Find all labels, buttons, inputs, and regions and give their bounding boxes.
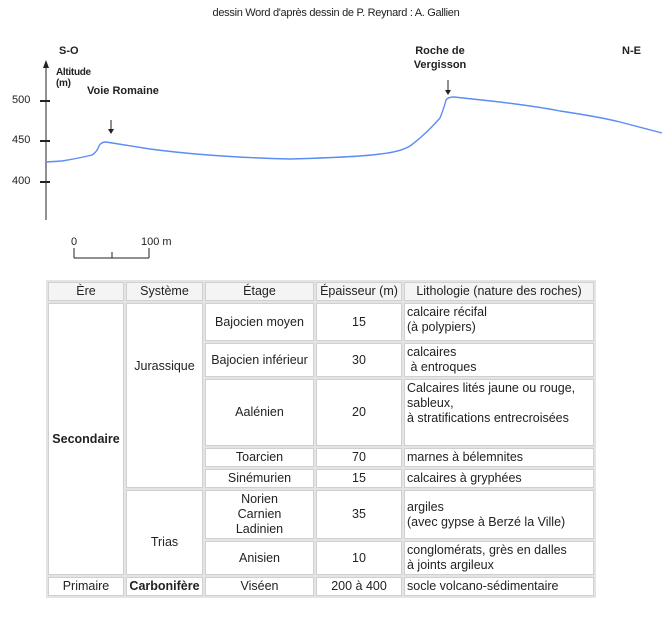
header-etage: Étage [205,282,314,301]
epaisseur: 15 [316,469,402,488]
terrain-line [46,97,662,162]
epaisseur: 20 [316,379,402,446]
stratigraphy-table [46,280,596,598]
epaisseur: 70 [316,448,402,467]
header-lithologie: Lithologie (nature des roches) [404,282,594,301]
lithologie: marnes à bélemnites [404,448,594,467]
landmark-voie-romaine: Voie Romaine [87,85,159,97]
direction-east: N-E [622,45,641,57]
table-header-row [48,282,594,301]
era-secondaire: Secondaire [48,303,124,575]
etage: Toarcien [205,448,314,467]
epaisseur: 35 [316,490,402,539]
lithologie: calcaires à gryphées [404,469,594,488]
landmark-roche-de-vergisson: Roche de Vergisson [413,45,467,71]
lithologie: argiles (avec gypse à Berzé la Ville) [404,490,594,539]
scale-start: 0 [71,236,78,248]
epaisseur: 200 à 400 [316,577,402,596]
etage: Sinémurien [205,469,314,488]
tick-label: 450 [12,134,31,146]
etage: Bajocien inférieur [205,343,314,377]
direction-west: S-O [59,45,79,57]
header-ere: Ère [48,282,124,301]
system-trias: Trias [126,490,203,575]
header-epaisseur: Épaisseur (m) [316,282,402,301]
lithologie: calcaire récifal (à polypiers) [404,303,594,341]
table-row [48,490,594,539]
etage: Aalénien [205,379,314,446]
lithologie: conglomérats, grès en dalles à joints argileux [404,541,594,575]
y-axis-arrow-icon [43,60,49,68]
table-row [48,303,594,341]
etage: Bajocien moyen [205,303,314,341]
altitude-profile [0,0,672,280]
system-jurassique: Jurassique [126,303,203,488]
lithologie: socle volcano-sédimentaire [404,577,594,596]
scale-end: 100 m [141,236,172,248]
epaisseur: 30 [316,343,402,377]
lithologie: calcaires à entroques [404,343,594,377]
tick-label: 500 [12,94,31,106]
etage: Anisien [205,541,314,575]
epaisseur: 10 [316,541,402,575]
header-systeme: Système [126,282,203,301]
era-primaire: Primaire [48,577,124,596]
etage: Viséen [205,577,314,596]
lithologie: Calcaires lités jaune ou rouge, sableux, à stratifications entrecroisées [404,379,594,446]
caption: dessin Word d'après dessin de P. Reynard : A. Gallien [212,7,460,19]
table-row [48,577,594,596]
axis-label: Altitude (m) [56,67,91,89]
system-carbonifere: Carbonifère [126,577,203,596]
etage: Norien Carnien Ladinien [205,490,314,539]
epaisseur: 15 [316,303,402,341]
tick-label: 400 [12,175,31,187]
